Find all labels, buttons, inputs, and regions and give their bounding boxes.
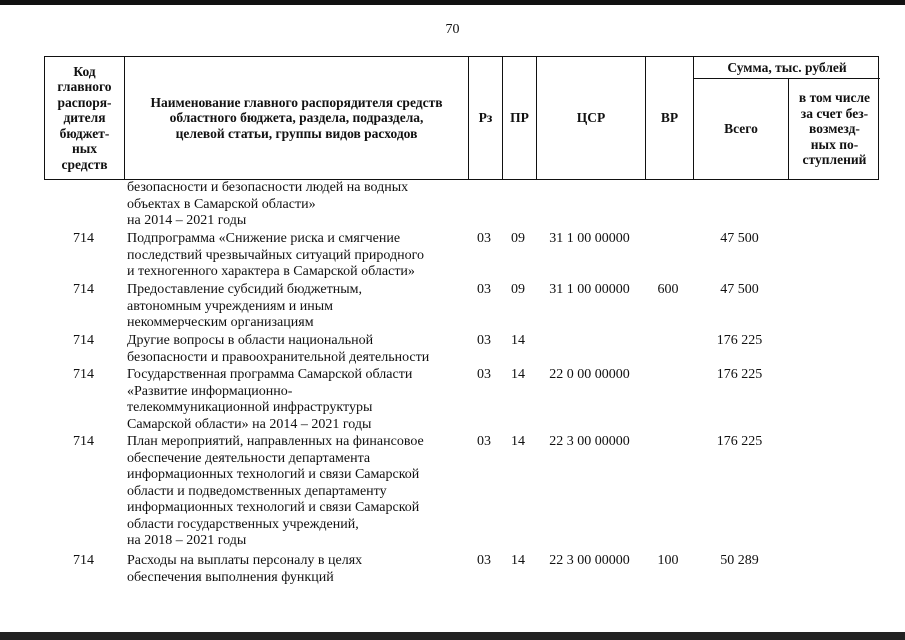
row-rz: 03: [477, 333, 491, 348]
row-name: Предоставление субсидий бюджетным, автономным учреждениям и иным некоммерческим организациям: [127, 282, 363, 330]
bottom-border: [0, 632, 905, 640]
row-vsego: 50 289: [720, 553, 759, 568]
header-csr: ЦСР: [576, 110, 606, 126]
row-vsego: 47 500: [720, 231, 759, 246]
row-vsego: 176 225: [716, 434, 763, 449]
header-kod: Код главного распоря- дителя бюджет- ных средств: [57, 63, 112, 172]
row-rz: 03: [477, 434, 491, 449]
row-kod: 714: [73, 282, 94, 297]
row-name: Другие вопросы в области национальной безопасности и правоохранительной деятельности: [127, 333, 430, 365]
row-pr: 14: [511, 333, 525, 348]
row-pr: 09: [511, 282, 525, 297]
header-bezvozm: в том числе за счет без- возмезд- ных по- ступлений: [798, 90, 871, 168]
row-name: Подпрограмма «Снижение риска и смягчение последствий чрезвычайных ситуаций природного и техногенного характера в Самарской области»: [127, 231, 424, 279]
row-vsego: 47 500: [720, 282, 759, 297]
row-name: безопасности и безопасности людей на водных объектах в Самарской области» на 2014 – 2021 годы: [127, 180, 409, 228]
row-name: Расходы на выплаты персоналу в целях обеспечения выполнения функций: [127, 553, 363, 585]
row-csr: 22 3 00 00000: [549, 434, 630, 449]
row-csr: 31 1 00 00000: [549, 282, 630, 297]
row-kod: 714: [73, 367, 94, 382]
row-csr: 22 3 00 00000: [549, 553, 630, 568]
header-vsego: Всего: [724, 121, 758, 137]
row-rz: 03: [477, 367, 491, 382]
row-rz: 03: [477, 282, 491, 297]
table-header: [44, 56, 879, 180]
row-pr: 09: [511, 231, 525, 246]
top-border: [0, 0, 905, 5]
row-pr: 14: [511, 367, 525, 382]
row-kod: 714: [73, 434, 94, 449]
row-vsego: 176 225: [716, 367, 763, 382]
header-sum: Сумма, тыс. рублей: [727, 59, 847, 75]
row-csr: 31 1 00 00000: [549, 231, 630, 246]
row-name: Государственная программа Самарской области «Развитие информационно- телекоммуникационной инфраструктуры Самарской области» на 2014 – 2021 годы: [127, 367, 413, 432]
row-csr: 22 0 00 00000: [549, 367, 630, 382]
header-vr: ВР: [660, 110, 679, 126]
header-pr: ПР: [510, 110, 529, 126]
row-pr: 14: [511, 553, 525, 568]
row-kod: 714: [73, 333, 94, 348]
page-number: 70: [445, 22, 460, 37]
header-rz: Рз: [478, 110, 493, 126]
header-name: Наименование главного распорядителя средств областного бюджета, раздела, подраздела, целевой статьи, группы видов расходов: [150, 94, 443, 141]
row-kod: 714: [73, 553, 94, 568]
row-kod: 714: [73, 231, 94, 246]
row-rz: 03: [477, 553, 491, 568]
row-name: План мероприятий, направленных на финансовое обеспечение деятельности департамента информационных технологий и связи Самарской области и подведомственных департаменту информационных технологий и связи Самарской области государственных учреждений, на 2018 – 2021 годы: [127, 434, 424, 548]
row-vsego: 176 225: [716, 333, 763, 348]
row-pr: 14: [511, 434, 525, 449]
row-rz: 03: [477, 231, 491, 246]
row-vr: 600: [657, 282, 679, 297]
row-vr: 100: [657, 553, 679, 568]
